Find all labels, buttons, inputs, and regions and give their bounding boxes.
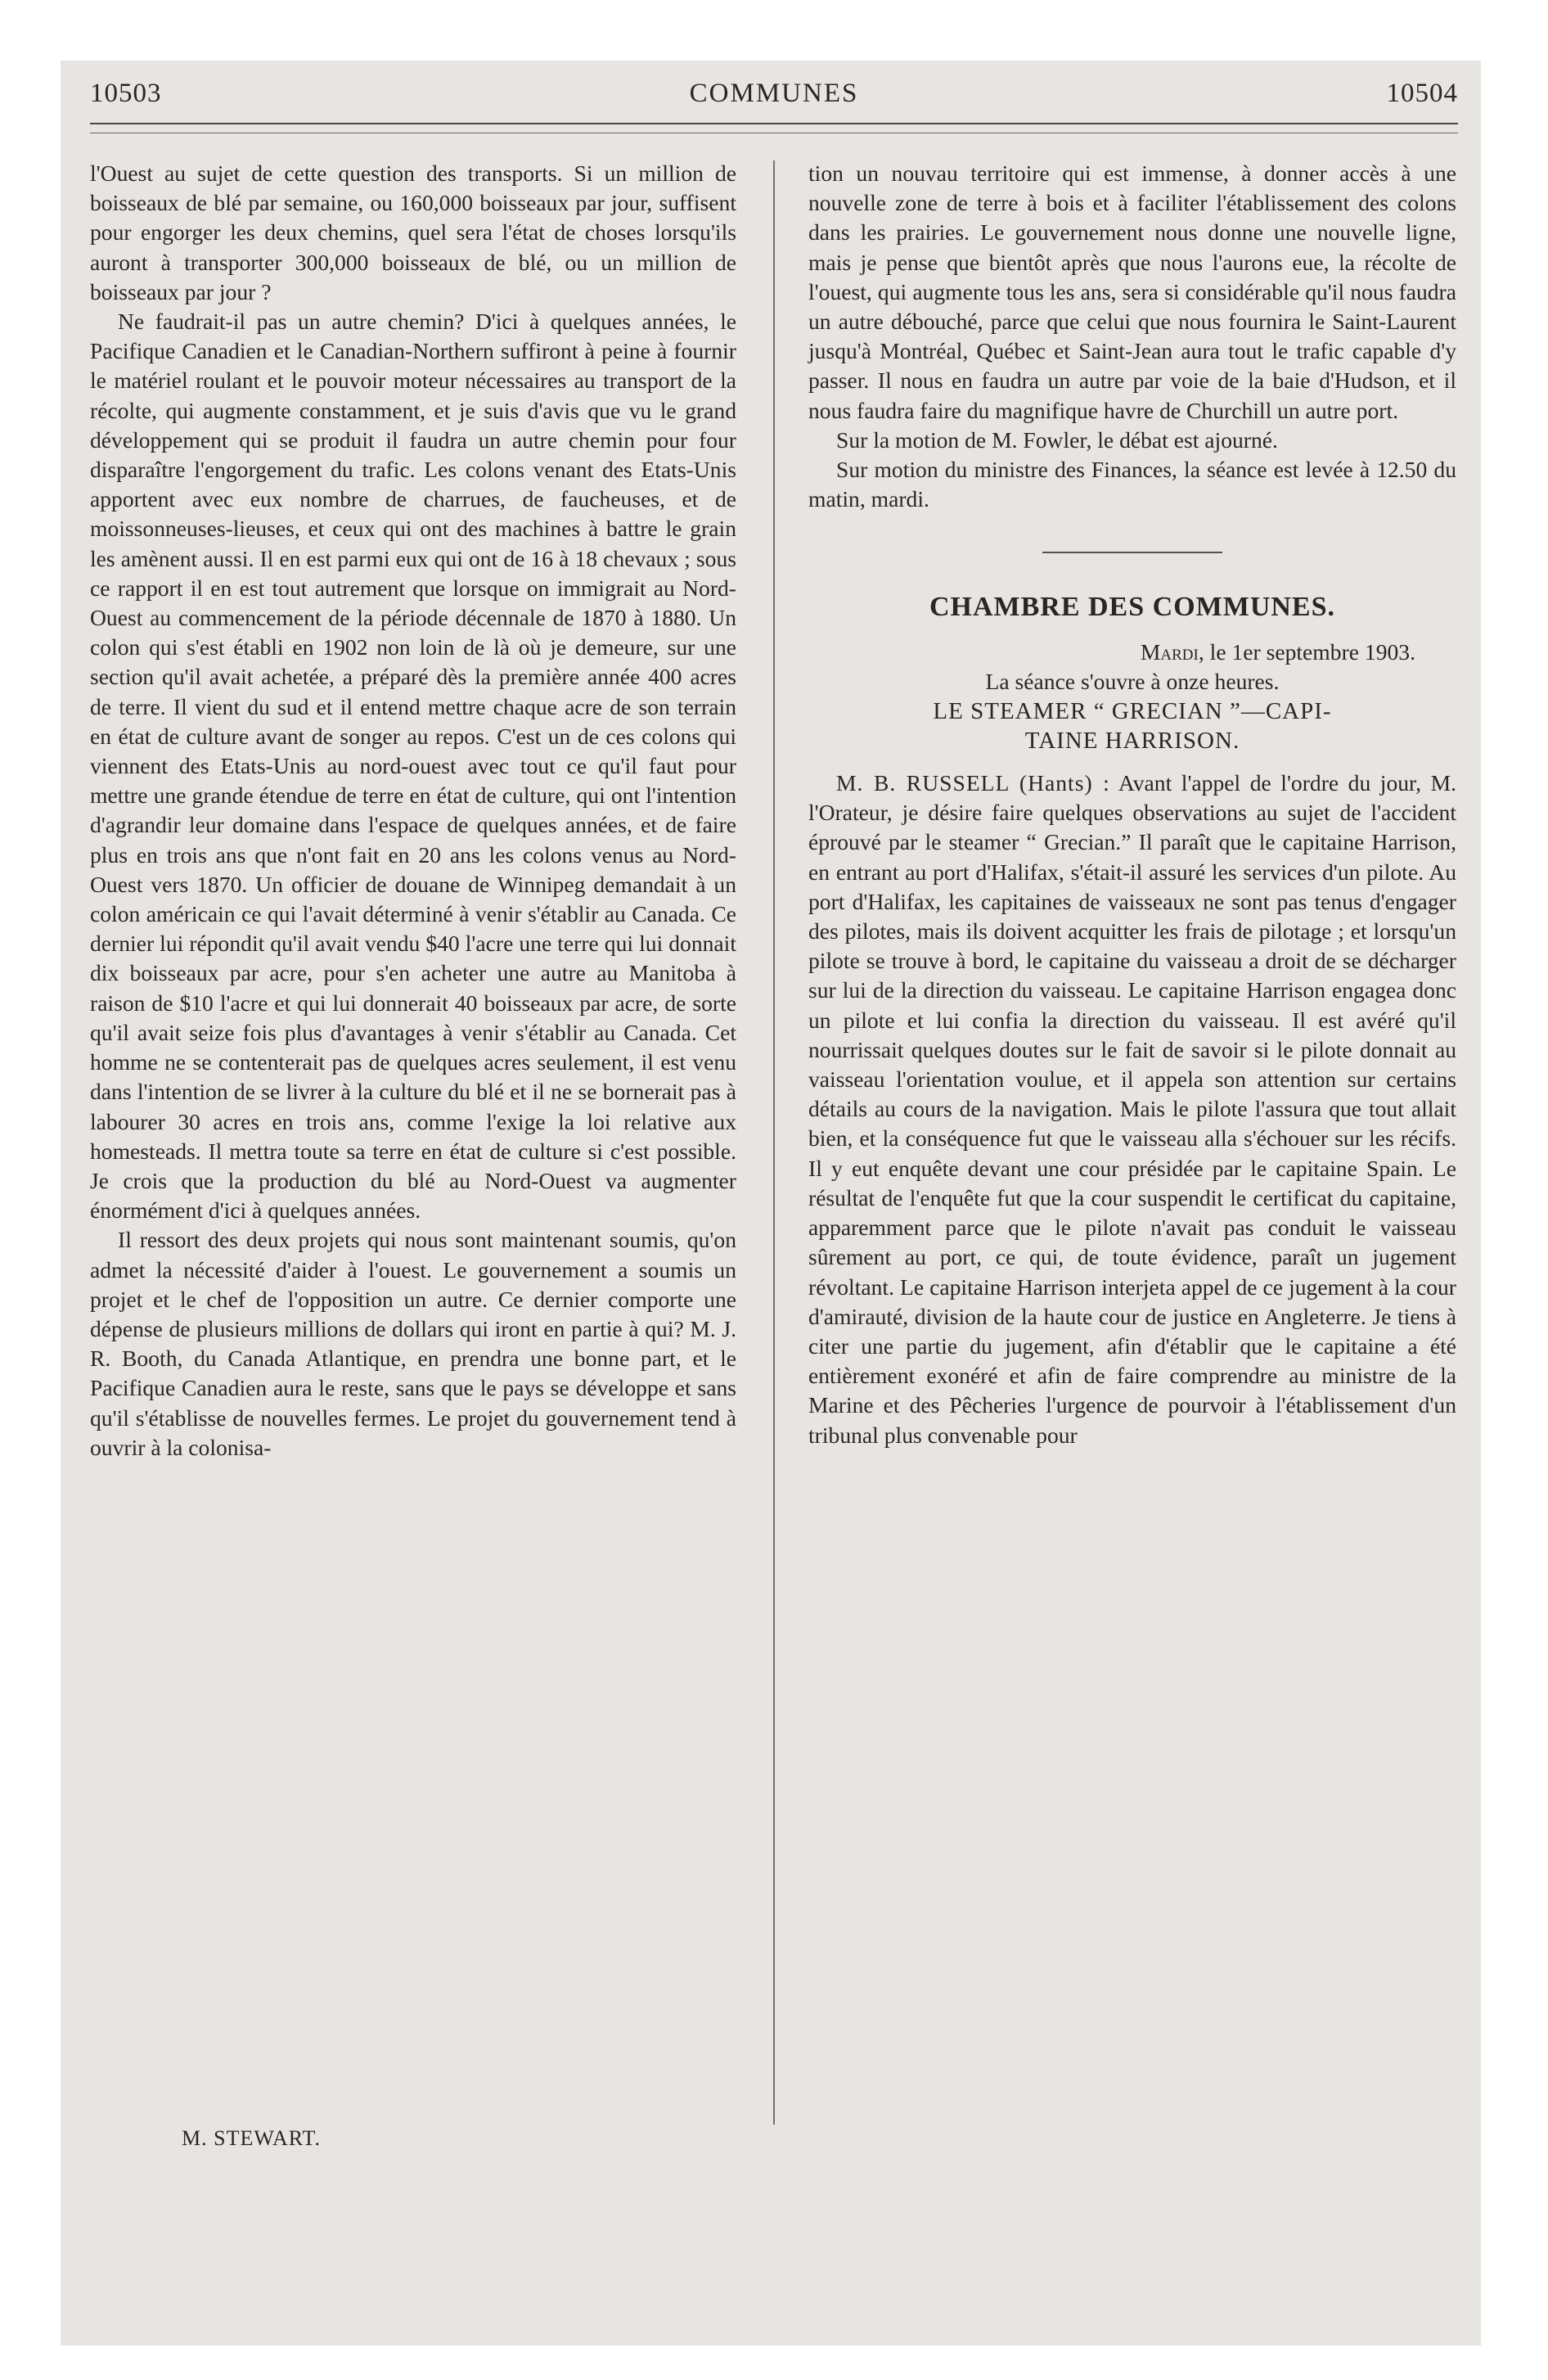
header-rule bbox=[90, 123, 1458, 133]
section-heading-line: TAINE HARRISON. bbox=[1024, 728, 1240, 755]
paragraph: Il ressort des deux projets qui nous sont maintenant soumis, qu'on admet la nécessité d'aider à l'ouest. Le gouvernement a soumis un projet et le chef de l'opposition un autre. Ce dernier comporte une dépense de plusieurs millions de dollars qui iront en partie à qui? M. J. R. Booth, du Canada Atlantique, en prendra une bonne part, et le Pacifique Canadien aura le reste, sans que le pays se développe et sans qu'il s'établisse de nouvelles fermes. Le projet du gouvernement tend à ouvrir à la colonisa- bbox=[90, 1227, 736, 1460]
speech-paragraph bbox=[808, 769, 1456, 1450]
chamber-title: CHAMBRE DES COMMUNES. bbox=[929, 592, 1336, 623]
section-rule bbox=[1042, 552, 1222, 553]
right-column bbox=[808, 159, 1456, 1450]
page-number-right: 10504 bbox=[1386, 79, 1458, 108]
session-opening: La séance s'ouvre à onze heures. bbox=[985, 668, 1280, 694]
session-date bbox=[808, 638, 1456, 667]
left-column bbox=[90, 159, 736, 1463]
session-date-rest: le 1er septembre 1903. bbox=[1204, 638, 1415, 665]
speaker-name: M. B. RUSSELL (Hants) : bbox=[836, 770, 1110, 796]
paragraph: Sur motion du ministre des Finances, la séance est levée à 12.50 du matin, mardi. bbox=[808, 457, 1456, 512]
session-day: Mardi, bbox=[1140, 638, 1204, 665]
page-header bbox=[90, 79, 1458, 119]
running-title: COMMUNES bbox=[689, 79, 859, 108]
section-heading bbox=[808, 696, 1456, 755]
paragraph: Ne faudrait-il pas un autre chemin? D'ici à quelques années, le Pacifique Canadien et le Canadian-Northern suffiront à peine à fournir le matériel roulant et le pouvoir moteur nécessaires au transport de la récolte, qui augmente constamment, et je suis d'avis que vu le grand développement qui se produit il faudra un autre chemin pour four disparaître l'engorgement du trafic. Les colons venant des Etats-Unis apportent avec eux nombre de charrues, de faucheuses, et de moissonneuses-lieuses, et ceux qui ont des machines à battre le grain les amènent aussi. Il en est parmi eux qui ont de 16 à 18 chevaux ; sous ce rapport il en est tout autrement que lorsque on immigrait au Nord-Ouest au commencement de la période décennale de 1870 à 1880. Un colon qui s'est établi en 1902 non loin de là où je demeure, sur une section qu'il avait achetée, a préparé dès la première année 400 acres de terre. Il vient du sud et il entend mettre chaque acre de son terrain en état de culture avant de songer au repos. C'est un de ces colons qui viennent des Etats-Unis au nord-ouest avec tout ce qu'il faut pour mettre une grande étendue de terre en état de culture, qui ont l'intention d'agrandir leur domaine dans l'espace de quelques années, et de faire plus en trois ans que n'ont fait en 20 ans les colons venus au Nord-Ouest vers 1870. Un officier de douane de Winnipeg demandait à un colon américain ce qui l'avait déterminé à venir s'établir au Canada. Ce dernier lui répondit qu'il avait vendu $40 l'acre une terre qui lui donnait dix boisseaux par acre, pour s'en acheter une autre au Manitoba à raison de $10 l'acre et qui lui donnerait 40 boisseaux par acre, de sorte qu'il avait seize fois plus d'avantages à venir s'établir au Canada. Cet homme ne se contenterait pas de quelques acres seulement, il est venu dans l'intention de se livrer à la culture du blé et il ne se bornerait pas à labourer 30 acres en trois ans, comme l'exige la loi relative aux homesteads. Il mettra toute sa terre en état de culture si c'est possible. Je crois que la production du blé au Nord-Ouest va augmenter énormément d'ici à quelques années. bbox=[90, 309, 736, 1224]
paragraph: Sur la motion de M. Fowler, le débat est ajourné. bbox=[836, 426, 1278, 453]
section-heading-line: LE STEAMER “ GRECIAN ”—CAPI- bbox=[933, 698, 1332, 725]
speech-text: Avant l'appel de l'ordre du jour, M. l'Orateur, je désire faire quelques observations au sujet de l'accident éprouvé par le steamer “ Grecian.” Il paraît que le capitaine Harrison, en entrant au port d'Halifax, s'était-il assuré les services d'un pilote. Au port d'Halifax, les capitaines de vaisseaux ne sont pas tenus d'engager des pilotes, mais ils doivent acquitter les frais de pilotage ; et lorsqu'un pilote se trouve à bord, le capitaine du vaisseau a droit de se décharger sur lui de la direction du vaisseau. Le capitaine Harrison engagea donc un pilote et lui confia la direction du vaisseau. Il est avéré qu'il nourrissait quelques doutes sur le fait de savoir si le pilote donnait au vaisseau l'orientation voulue, et il appela son attention sur certains détails au cours de la navigation. Mais le pilote l'assura que tout allait bien, et la conséquence fut que le vaisseau alla s'échouer sur les récifs. Il y eut enquête devant une cour présidée par le capitaine Spain. Le résultat de l'enquête fut que la cour suspendit le certificat du capitaine, apparemment parce que le pilote n'avait pas conduit le vaisseau sûrement au port, ce qui, de toute évidence, paraît un jugement révoltant. Le capitaine Harrison interjeta appel de ce jugement à la cour d'amirauté, division de la haute cour de justice en Angleterre. Je tiens à citer une partie du jugement, afin d'établir que le capitaine a été entièrement exonéré et afin de faire comprendre au ministre de la Marine et des Pêcheries l'urgence de pourvoir à l'établissement d'un tribunal plus convenable pour bbox=[808, 770, 1457, 1448]
paragraph: tion un nouvau territoire qui est immense, à donner accès à une nouvelle zone de terre à bois et à faciliter l'établissement des colons dans les prairies. Le gouvernement nous donne une nouvelle ligne, mais je pense que bientôt après que nous l'aurons eue, la récolte de l'ouest, qui augmente tous les ans, sera si considérable qu'il nous faudra un autre débouché, parce que celui que nous fournira le Saint-Laurent jusqu'à Montréal, Québec et Saint-Jean aura tout le trafic capable d'y passer. Il nous en faudra un autre par voie de la baie d'Hudson, et il nous faudra faire du magnifique havre de Churchill un autre port. bbox=[808, 160, 1456, 423]
speaker-signature: M. STEWART. bbox=[182, 2126, 322, 2150]
column-divider bbox=[773, 160, 775, 2125]
paragraph: l'Ouest au sujet de cette question des transports. Si un million de boisseaux de blé par semaine, ou 160,000 boisseaux par jour, suffisent pour engorger les deux chemins, quel sera l'état de choses lorsqu'ils auront à transporter 300,000 boisseaux de blé, ou un million de boisseaux par jour ? bbox=[90, 160, 736, 304]
page-number-left: 10503 bbox=[90, 79, 162, 108]
